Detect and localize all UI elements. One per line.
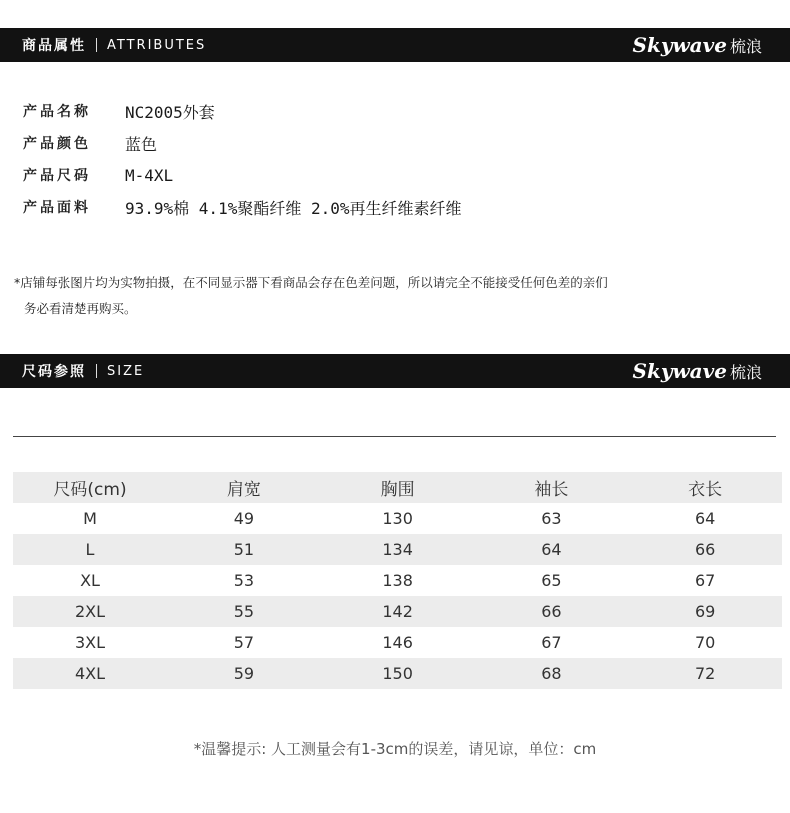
table-cell: XL xyxy=(80,571,100,590)
attributes-header-bar xyxy=(0,28,790,62)
column-header-size: 尺码(cm) xyxy=(53,480,127,500)
measurement-note: *温馨提示: 人工测量会有1-3cm的误差，请见谅，单位：cm xyxy=(193,740,597,758)
table-row xyxy=(13,658,782,689)
color-disclaimer xyxy=(14,270,608,322)
attributes-header-subtitle: ATTRIBUTES xyxy=(107,37,207,53)
color-disclaimer-line2: 务必看清楚再购买。 xyxy=(24,301,137,316)
attribute-value: 蓝色 xyxy=(125,134,158,154)
attribute-value: NC2005外套 xyxy=(125,102,215,122)
brand-logo xyxy=(633,354,762,388)
table-cell: 130 xyxy=(382,509,413,528)
table-cell: 142 xyxy=(382,602,413,621)
header-divider xyxy=(96,38,97,52)
table-cell: 66 xyxy=(541,602,562,621)
attribute-label: 产品名称 xyxy=(23,104,91,120)
brand-logo-text: Skywave xyxy=(632,33,727,57)
attribute-row xyxy=(23,95,462,127)
attribute-row xyxy=(23,127,462,159)
table-cell: 146 xyxy=(382,633,413,652)
table-cell: 55 xyxy=(233,602,255,621)
table-cell: 49 xyxy=(233,509,255,528)
table-cell: 69 xyxy=(694,602,716,621)
table-cell: 2XL xyxy=(74,602,106,621)
attribute-label: 产品颜色 xyxy=(23,136,91,152)
size-header-left xyxy=(22,354,144,388)
attribute-label: 产品尺码 xyxy=(23,168,91,184)
size-header-bar xyxy=(0,354,790,388)
size-table xyxy=(13,472,782,689)
header-divider xyxy=(96,364,97,378)
table-row xyxy=(13,627,782,658)
table-cell: 51 xyxy=(233,540,255,559)
brand-logo-cn: 梳浪 xyxy=(729,362,762,382)
table-cell: M xyxy=(83,509,97,528)
table-cell: 4XL xyxy=(74,664,106,683)
size-table-header-row xyxy=(13,472,782,503)
table-row xyxy=(13,503,782,534)
table-cell: 65 xyxy=(541,571,562,590)
table-row xyxy=(13,596,782,627)
attributes-list xyxy=(23,95,462,223)
attributes-header-title: 商品属性 xyxy=(22,38,86,54)
attribute-value: 93.9%棉 4.1%聚酯纤维 2.0%再生纤维素纤维 xyxy=(125,198,462,218)
brand-logo-text: Skywave xyxy=(632,359,727,383)
table-cell: L xyxy=(85,540,95,559)
size-header-title: 尺码参照 xyxy=(22,364,86,380)
table-cell: 67 xyxy=(541,633,562,652)
table-cell: 64 xyxy=(694,509,716,528)
brand-logo xyxy=(633,28,762,62)
attribute-row xyxy=(23,191,462,223)
table-cell: 134 xyxy=(382,540,413,559)
table-cell: 64 xyxy=(541,540,562,559)
column-header-length: 衣长 xyxy=(688,480,723,500)
attributes-header-left xyxy=(22,28,206,62)
table-cell: 59 xyxy=(233,664,255,683)
column-header-chest: 胸围 xyxy=(380,480,415,500)
attribute-row xyxy=(23,159,462,191)
column-header-shoulder: 肩宽 xyxy=(226,480,261,500)
table-cell: 138 xyxy=(382,571,413,590)
table-cell: 63 xyxy=(541,509,562,528)
table-cell: 53 xyxy=(233,571,255,590)
table-cell: 3XL xyxy=(74,633,106,652)
table-cell: 68 xyxy=(541,664,562,683)
table-cell: 57 xyxy=(233,633,255,652)
table-cell: 66 xyxy=(694,540,716,559)
attribute-label: 产品面料 xyxy=(23,200,91,216)
table-row xyxy=(13,534,782,565)
size-header-subtitle: SIZE xyxy=(107,363,145,379)
table-cell: 67 xyxy=(694,571,716,590)
attribute-value: M-4XL xyxy=(125,165,174,185)
table-row xyxy=(13,565,782,596)
column-header-sleeve: 袖长 xyxy=(534,480,569,500)
table-cell: 70 xyxy=(694,633,716,652)
table-cell: 72 xyxy=(694,664,716,683)
section-divider xyxy=(13,436,776,437)
color-disclaimer-line1: *店铺每张图片均为实物拍摄，在不同显示器下看商品会存在色差问题，所以请完全不能接受任何色差的亲们 xyxy=(14,275,608,290)
table-cell: 150 xyxy=(382,664,413,683)
brand-logo-cn: 梳浪 xyxy=(729,36,762,56)
